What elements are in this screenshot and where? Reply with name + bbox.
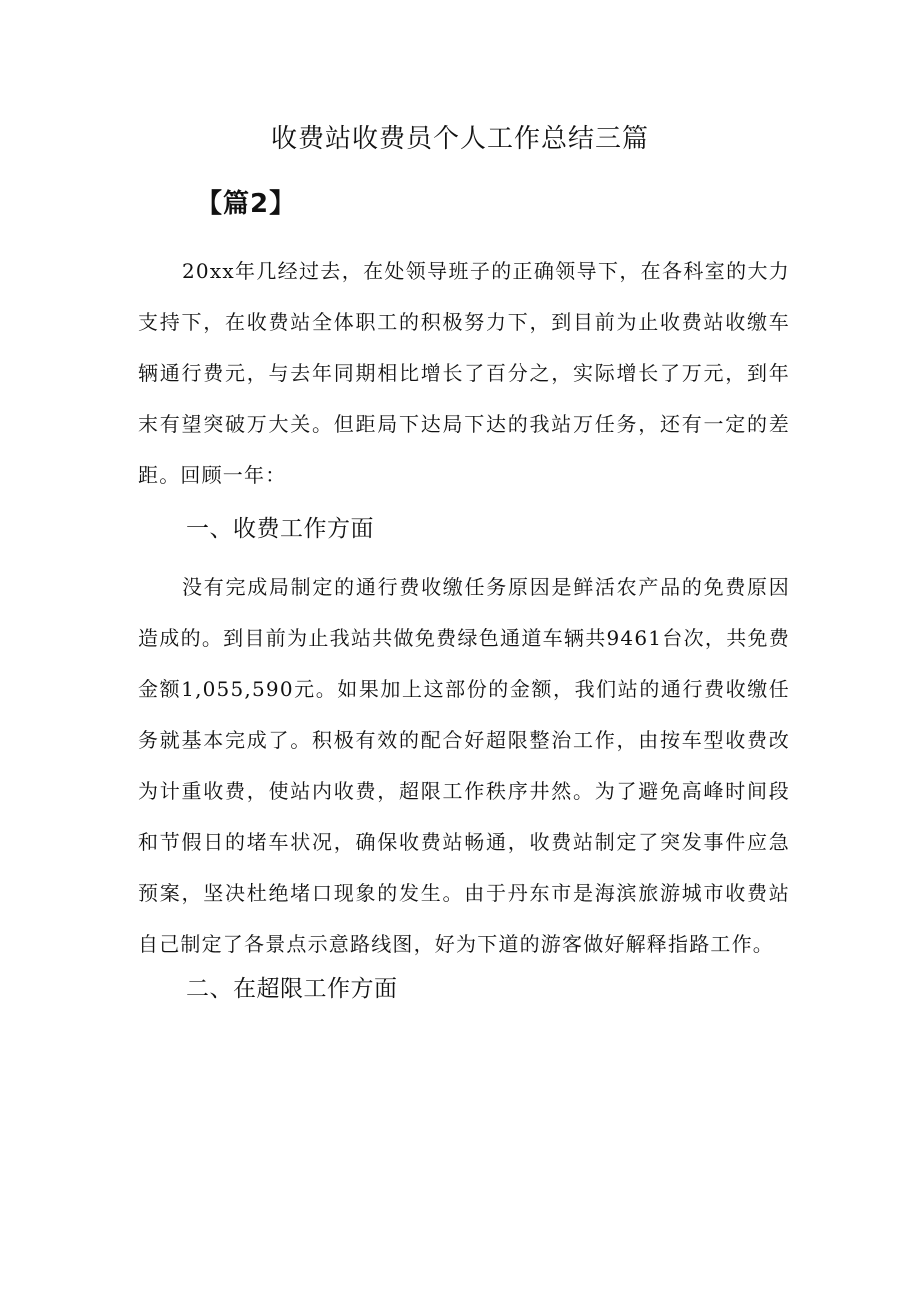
intro-paragraph: 20xx年几经过去，在处领导班子的正确领导下，在各科室的大力支持下，在收费站全体职工的积极努力下，到目前为止收费站收缴车辆通行费元，与去年同期相比增长了百分之，实际增长了万元，到年末有望突破万大关。但距局下达局下达的我站万任务，还有一定的差距。回顾一年：: [138, 259, 790, 487]
toll-work-paragraph: 没有完成局制定的通行费收缴任务原因是鲜活农产品的免费原因造成的。到目前为止我站共做免费绿色通道车辆共9461台次，共免费金额1,055,590元。如果加上这部份的金额，我们站的通行费收缴任务就基本完成了。积极有效的配合好超限整治工作，由按车型收费改为计重收费，使站内收费，超限工作秩序井然。为了避免高峰时间段和节假日的堵车状况，确保收费站畅通，收费站制定了突发事件应急预案，坚决杜绝堵口现象的发生。由于丹东市是海滨旅游城市收费站自己制定了各景点示意路线图，好为下道的游客做好解释指路工作。: [138, 575, 790, 956]
document-title: 收费站收费员个人工作总结三篇: [270, 124, 649, 154]
section-heading-toll-work: 一、收费工作方面: [186, 516, 374, 542]
section-tag: 【篇2】: [196, 189, 297, 219]
section-heading-overload-work: 二、在超限工作方面: [186, 976, 398, 1002]
